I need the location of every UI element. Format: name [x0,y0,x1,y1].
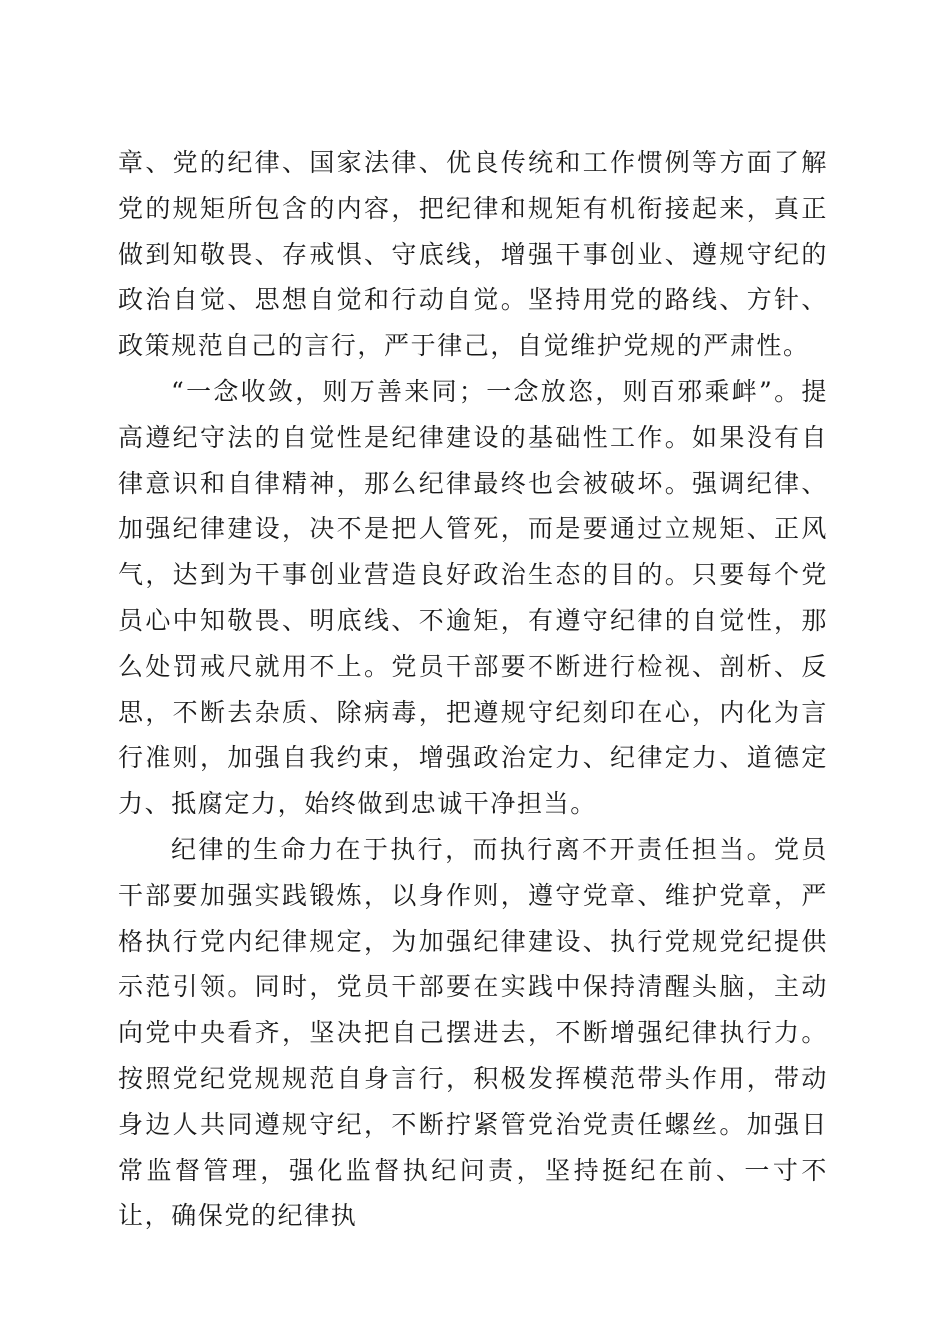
document-body [118,140,828,1239]
paragraph-3: 纪律的生命力在于执行，而执行离不开责任担当。党员干部要加强实践锻炼，以身作则，遵守党章、维护党章，严格执行党内纪律规定，为加强纪律建设、执行党规党纪提供示范引领。同时，党员干部要在实践中保持清醒头脑，主动向党中央看齐，坚决把自己摆进去，不断增强纪律执行力。按照党纪党规规范自身言行，积极发挥模范带头作用，带动身边人共同遵规守纪，不断拧紧管党治党责任螺丝。加强日常监督管理，强化监督执纪问责，坚持挺纪在前、一寸不让，确保党的纪律执 [118,834,828,1231]
paragraph-1: 章、党的纪律、国家法律、优良传统和工作惯例等方面了解党的规矩所包含的内容，把纪律和规矩有机衔接起来，真正做到知敬畏、存戒惧、守底线，增强干事创业、遵规守纪的政治自觉、思想自觉和行动自觉。坚持用党的路线、方针、政策规范自己的言行，严于律己，自觉维护党规的严肃性。 [118,148,828,361]
paragraph-2: “一念收敛，则万善来同；一念放恣，则百邪乘衅”。提高遵纪守法的自觉性是纪律建设的基础性工作。如果没有自律意识和自律精神，那么纪律最终也会被破坏。强调纪律、加强纪律建设，决不是把人管死，而是要通过立规矩、正风气，达到为干事创业营造良好政治生态的目的。只要每个党员心中知敬畏、明底线、不逾矩，有遵守纪律的自觉性，那么处罚戒尺就用不上。党员干部要不断进行检视、剖析、反思，不断去杂质、除病毒，把遵规守纪刻印在心，内化为言行准则，加强自我约束，增强政治定力、纪律定力、道德定力、抵腐定力，始终做到忠诚干净担当。 [118,376,828,819]
